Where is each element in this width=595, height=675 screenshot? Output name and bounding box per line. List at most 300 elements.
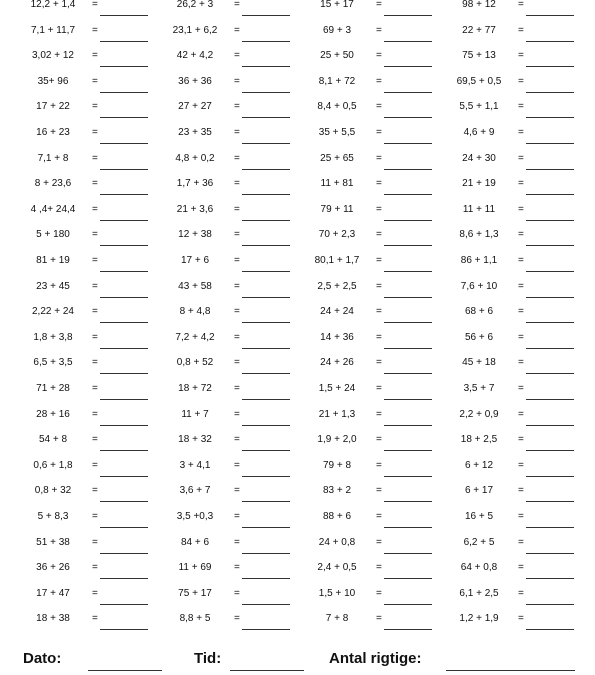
problem-cell bbox=[292, 434, 434, 460]
equals-sign: = bbox=[518, 178, 524, 190]
problem-cell bbox=[434, 281, 576, 307]
equals-sign: = bbox=[376, 0, 382, 10]
answer-blank[interactable] bbox=[100, 527, 148, 528]
problem-cell bbox=[292, 306, 434, 332]
answer-blank[interactable] bbox=[242, 271, 290, 272]
answer-blank[interactable] bbox=[242, 629, 290, 630]
problem-row bbox=[0, 485, 595, 511]
problem-cell bbox=[8, 537, 150, 563]
problem-cell bbox=[150, 306, 292, 332]
answer-blank[interactable] bbox=[384, 476, 432, 477]
problem-cell bbox=[292, 25, 434, 51]
answer-blank[interactable] bbox=[242, 399, 290, 400]
addition-expression: 2,2 + 0,9 bbox=[459, 408, 499, 420]
answer-blank[interactable] bbox=[384, 501, 432, 502]
addition-expression: 27 + 27 bbox=[178, 101, 212, 113]
problem-cell bbox=[292, 537, 434, 563]
addition-expression: 5 + 180 bbox=[36, 229, 70, 241]
answer-blank[interactable] bbox=[384, 399, 432, 400]
problem-cell bbox=[8, 178, 150, 204]
equals-sign: = bbox=[92, 434, 98, 446]
addition-expression: 6,5 + 3,5 bbox=[33, 357, 73, 369]
equals-sign: = bbox=[92, 50, 98, 62]
problem-cell bbox=[434, 101, 576, 127]
answer-blank[interactable] bbox=[100, 348, 148, 349]
answer-blank[interactable] bbox=[242, 527, 290, 528]
answer-blank[interactable] bbox=[242, 553, 290, 554]
correct-count-label: Antal rigtige: bbox=[329, 650, 422, 667]
addition-expression: 1,7 + 36 bbox=[176, 178, 214, 190]
addition-expression: 25 + 50 bbox=[320, 50, 354, 62]
problem-cell bbox=[8, 434, 150, 460]
answer-blank[interactable] bbox=[100, 169, 148, 170]
problem-cell bbox=[292, 50, 434, 76]
equals-sign: = bbox=[376, 331, 382, 343]
problem-cell bbox=[434, 332, 576, 358]
equals-sign: = bbox=[376, 613, 382, 625]
equals-sign: = bbox=[518, 0, 524, 10]
equals-sign: = bbox=[518, 587, 524, 599]
answer-blank[interactable] bbox=[100, 373, 148, 374]
problem-cell bbox=[434, 562, 576, 588]
addition-expression: 51 + 38 bbox=[36, 536, 70, 548]
problem-cell bbox=[292, 229, 434, 255]
answer-blank[interactable] bbox=[242, 41, 290, 42]
problem-cell bbox=[292, 588, 434, 614]
problem-cell bbox=[292, 409, 434, 435]
answer-blank[interactable] bbox=[384, 297, 432, 298]
problem-row bbox=[0, 434, 595, 460]
problem-cell bbox=[434, 127, 576, 153]
problem-cell bbox=[8, 460, 150, 486]
answer-blank[interactable] bbox=[100, 15, 148, 16]
answer-blank[interactable] bbox=[384, 92, 432, 93]
addition-expression: 43 + 58 bbox=[178, 280, 212, 292]
answer-blank[interactable] bbox=[526, 578, 574, 579]
answer-blank[interactable] bbox=[100, 143, 148, 144]
problem-row bbox=[0, 357, 595, 383]
equals-sign: = bbox=[376, 511, 382, 522]
addition-expression: 80,1 + 1,7 bbox=[314, 255, 360, 266]
problem-cell bbox=[150, 229, 292, 255]
answer-blank[interactable] bbox=[242, 117, 290, 118]
answer-blank[interactable] bbox=[384, 245, 432, 246]
problem-cell bbox=[292, 383, 434, 409]
addition-expression: 8,6 + 1,3 bbox=[459, 229, 499, 241]
answer-blank[interactable] bbox=[384, 15, 432, 16]
answer-blank[interactable] bbox=[242, 501, 290, 502]
answer-blank[interactable] bbox=[242, 169, 290, 170]
problem-cell bbox=[8, 306, 150, 332]
addition-expression: 3 + 4,1 bbox=[179, 459, 211, 471]
equals-sign: = bbox=[518, 511, 524, 522]
problem-cell bbox=[8, 357, 150, 383]
equals-sign: = bbox=[92, 459, 98, 471]
answer-blank[interactable] bbox=[242, 92, 290, 93]
equals-sign: = bbox=[376, 203, 382, 215]
answer-blank[interactable] bbox=[100, 245, 148, 246]
addition-expression: 18 + 72 bbox=[178, 383, 212, 394]
answer-blank[interactable] bbox=[100, 41, 148, 42]
equals-sign: = bbox=[234, 459, 240, 471]
answer-blank[interactable] bbox=[100, 117, 148, 118]
problem-cell bbox=[150, 153, 292, 179]
answer-blank[interactable] bbox=[526, 143, 574, 144]
problem-cell bbox=[434, 153, 576, 179]
answer-blank[interactable] bbox=[526, 450, 574, 451]
equals-sign: = bbox=[376, 101, 382, 113]
correct-count-answer-line[interactable] bbox=[446, 670, 575, 671]
equals-sign: = bbox=[234, 101, 240, 113]
equals-sign: = bbox=[92, 127, 98, 138]
answer-blank[interactable] bbox=[242, 143, 290, 144]
problem-cell bbox=[434, 588, 576, 614]
equals-sign: = bbox=[234, 562, 240, 574]
answer-blank[interactable] bbox=[242, 476, 290, 477]
problem-cell bbox=[8, 153, 150, 179]
equals-sign: = bbox=[234, 127, 240, 138]
answer-blank[interactable] bbox=[242, 66, 290, 67]
problem-cell bbox=[8, 409, 150, 435]
problem-cell bbox=[434, 409, 576, 435]
equals-sign: = bbox=[518, 434, 524, 446]
problem-cell bbox=[150, 409, 292, 435]
addition-expression: 3,6 + 7 bbox=[179, 485, 211, 497]
addition-expression: 6 + 12 bbox=[464, 459, 494, 471]
answer-blank[interactable] bbox=[384, 348, 432, 349]
equals-sign: = bbox=[234, 152, 240, 164]
answer-blank[interactable] bbox=[242, 604, 290, 605]
answer-blank[interactable] bbox=[100, 604, 148, 605]
problem-cell bbox=[292, 76, 434, 102]
answer-blank[interactable] bbox=[242, 194, 290, 195]
problem-cell bbox=[8, 50, 150, 76]
addition-expression: 54 + 8 bbox=[38, 434, 68, 446]
problem-cell bbox=[150, 281, 292, 307]
problem-row bbox=[0, 383, 595, 409]
answer-blank[interactable] bbox=[384, 373, 432, 374]
problem-cell bbox=[434, 357, 576, 383]
problem-row bbox=[0, 229, 595, 255]
date-answer-line[interactable] bbox=[88, 670, 162, 671]
problem-cell bbox=[434, 460, 576, 486]
problem-cell bbox=[150, 588, 292, 614]
answer-blank[interactable] bbox=[384, 41, 432, 42]
equals-sign: = bbox=[376, 408, 382, 420]
equals-sign: = bbox=[234, 331, 240, 343]
problem-cell bbox=[292, 562, 434, 588]
equals-sign: = bbox=[376, 152, 382, 164]
equals-sign: = bbox=[234, 0, 240, 10]
problem-cell bbox=[8, 204, 150, 230]
answer-blank[interactable] bbox=[384, 629, 432, 630]
equals-sign: = bbox=[376, 255, 382, 266]
answer-blank[interactable] bbox=[384, 66, 432, 67]
addition-expression: 71 + 28 bbox=[36, 383, 70, 394]
answer-blank[interactable] bbox=[100, 553, 148, 554]
answer-blank[interactable] bbox=[384, 450, 432, 451]
equals-sign: = bbox=[92, 408, 98, 420]
equals-sign: = bbox=[92, 229, 98, 241]
answer-blank[interactable] bbox=[526, 220, 574, 221]
problem-row bbox=[0, 153, 595, 179]
equals-sign: = bbox=[92, 562, 98, 574]
equals-sign: = bbox=[92, 587, 98, 599]
addition-expression: 25 + 65 bbox=[320, 152, 354, 164]
answer-blank[interactable] bbox=[100, 220, 148, 221]
problem-row bbox=[0, 281, 595, 307]
problem-cell bbox=[8, 511, 150, 537]
answer-blank[interactable] bbox=[100, 501, 148, 502]
addition-expression: 6 + 17 bbox=[464, 485, 494, 497]
answer-blank[interactable] bbox=[100, 271, 148, 272]
answer-blank[interactable] bbox=[100, 322, 148, 323]
answer-blank[interactable] bbox=[384, 169, 432, 170]
answer-blank[interactable] bbox=[526, 425, 574, 426]
answer-blank[interactable] bbox=[100, 476, 148, 477]
addition-expression: 18 + 38 bbox=[36, 613, 70, 625]
addition-expression: 3,5 +0,3 bbox=[176, 511, 214, 522]
equals-sign: = bbox=[234, 203, 240, 215]
equals-sign: = bbox=[518, 229, 524, 241]
answer-blank[interactable] bbox=[384, 553, 432, 554]
equals-sign: = bbox=[518, 101, 524, 113]
problem-cell bbox=[150, 357, 292, 383]
answer-blank[interactable] bbox=[526, 348, 574, 349]
problem-row bbox=[0, 76, 595, 102]
answer-blank[interactable] bbox=[526, 92, 574, 93]
answer-blank[interactable] bbox=[100, 92, 148, 93]
addition-expression: 4 ,4+ 24,4 bbox=[30, 203, 76, 215]
equals-sign: = bbox=[234, 536, 240, 548]
answer-blank[interactable] bbox=[242, 297, 290, 298]
answer-blank[interactable] bbox=[526, 604, 574, 605]
problem-cell bbox=[434, 434, 576, 460]
answer-blank[interactable] bbox=[526, 15, 574, 16]
equals-sign: = bbox=[234, 306, 240, 318]
addition-expression: 1,5 + 24 bbox=[318, 383, 356, 394]
addition-expression: 86 + 1,1 bbox=[460, 255, 498, 266]
problem-cell bbox=[292, 153, 434, 179]
answer-blank[interactable] bbox=[526, 66, 574, 67]
answer-blank[interactable] bbox=[100, 194, 148, 195]
equals-sign: = bbox=[234, 357, 240, 369]
equals-sign: = bbox=[92, 255, 98, 266]
addition-expression: 21 + 1,3 bbox=[318, 408, 356, 420]
answer-blank[interactable] bbox=[526, 629, 574, 630]
addition-expression: 84 + 6 bbox=[180, 536, 210, 548]
answer-blank[interactable] bbox=[526, 194, 574, 195]
addition-expression: 83 + 2 bbox=[322, 485, 352, 497]
problem-cell bbox=[434, 537, 576, 563]
equals-sign: = bbox=[376, 24, 382, 36]
problem-cell bbox=[8, 485, 150, 511]
answer-blank[interactable] bbox=[526, 501, 574, 502]
addition-expression: 81 + 19 bbox=[36, 255, 70, 266]
problem-cell bbox=[292, 281, 434, 307]
problem-cell bbox=[150, 178, 292, 204]
problem-row bbox=[0, 178, 595, 204]
problem-cell bbox=[8, 383, 150, 409]
answer-blank[interactable] bbox=[242, 15, 290, 16]
answer-blank[interactable] bbox=[242, 450, 290, 451]
equals-sign: = bbox=[376, 485, 382, 497]
equals-sign: = bbox=[92, 152, 98, 164]
worksheet-footer bbox=[0, 648, 595, 675]
problem-cell bbox=[434, 50, 576, 76]
answer-blank[interactable] bbox=[100, 399, 148, 400]
answer-blank[interactable] bbox=[526, 117, 574, 118]
answer-blank[interactable] bbox=[242, 425, 290, 426]
problem-row bbox=[0, 25, 595, 51]
problem-cell bbox=[434, 178, 576, 204]
answer-blank[interactable] bbox=[242, 348, 290, 349]
equals-sign: = bbox=[92, 485, 98, 497]
problem-cell bbox=[434, 485, 576, 511]
answer-blank[interactable] bbox=[526, 41, 574, 42]
equals-sign: = bbox=[376, 383, 382, 394]
problem-row bbox=[0, 0, 595, 25]
equals-sign: = bbox=[92, 75, 98, 87]
problem-cell bbox=[434, 613, 576, 639]
addition-expression: 17 + 22 bbox=[36, 101, 70, 113]
addition-expression: 79 + 11 bbox=[320, 203, 354, 215]
problem-cell bbox=[150, 537, 292, 563]
answer-blank[interactable] bbox=[100, 425, 148, 426]
equals-sign: = bbox=[92, 101, 98, 113]
answer-blank[interactable] bbox=[526, 322, 574, 323]
equals-sign: = bbox=[376, 75, 382, 87]
addition-expression: 18 + 2,5 bbox=[460, 434, 498, 446]
problem-cell bbox=[434, 229, 576, 255]
answer-blank[interactable] bbox=[242, 322, 290, 323]
answer-blank[interactable] bbox=[526, 297, 574, 298]
addition-expression: 6,1 + 2,5 bbox=[459, 587, 499, 599]
answer-blank[interactable] bbox=[384, 194, 432, 195]
problem-cell bbox=[292, 485, 434, 511]
answer-blank[interactable] bbox=[384, 527, 432, 528]
addition-expression: 79 + 8 bbox=[322, 459, 352, 471]
addition-expression: 16 + 5 bbox=[464, 511, 494, 522]
problem-cell bbox=[8, 76, 150, 102]
addition-expression: 12,2 + 1,4 bbox=[30, 0, 76, 10]
addition-expression: 1,5 + 10 bbox=[318, 587, 356, 599]
answer-blank[interactable] bbox=[100, 450, 148, 451]
answer-blank[interactable] bbox=[384, 143, 432, 144]
equals-sign: = bbox=[518, 24, 524, 36]
problem-row bbox=[0, 409, 595, 435]
equals-sign: = bbox=[234, 408, 240, 420]
equals-sign: = bbox=[376, 562, 382, 574]
equals-sign: = bbox=[518, 280, 524, 292]
answer-blank[interactable] bbox=[526, 245, 574, 246]
addition-expression: 23,1 + 6,2 bbox=[172, 24, 218, 36]
problem-cell bbox=[150, 0, 292, 25]
time-label: Tid: bbox=[194, 650, 222, 667]
answer-blank[interactable] bbox=[526, 373, 574, 374]
answer-blank[interactable] bbox=[384, 322, 432, 323]
equals-sign: = bbox=[376, 434, 382, 446]
answer-blank[interactable] bbox=[242, 373, 290, 374]
problem-cell bbox=[434, 306, 576, 332]
answer-blank[interactable] bbox=[242, 245, 290, 246]
addition-expression: 42 + 4,2 bbox=[176, 50, 214, 62]
addition-expression: 14 + 36 bbox=[320, 331, 354, 343]
answer-blank[interactable] bbox=[384, 578, 432, 579]
problem-cell bbox=[8, 229, 150, 255]
addition-expression: 8,8 + 5 bbox=[179, 613, 211, 625]
answer-blank[interactable] bbox=[100, 66, 148, 67]
addition-expression: 4,8 + 0,2 bbox=[175, 152, 215, 164]
time-answer-line[interactable] bbox=[230, 670, 304, 671]
answer-blank[interactable] bbox=[526, 553, 574, 554]
problem-cell bbox=[150, 485, 292, 511]
answer-blank[interactable] bbox=[526, 399, 574, 400]
addition-expression: 0,6 + 1,8 bbox=[33, 459, 73, 471]
answer-blank[interactable] bbox=[242, 578, 290, 579]
problem-row bbox=[0, 460, 595, 486]
answer-blank[interactable] bbox=[100, 578, 148, 579]
addition-expression: 1,2 + 1,9 bbox=[459, 613, 499, 625]
answer-blank[interactable] bbox=[526, 271, 574, 272]
equals-sign: = bbox=[92, 383, 98, 394]
answer-blank[interactable] bbox=[242, 220, 290, 221]
problem-cell bbox=[150, 434, 292, 460]
addition-expression: 23 + 35 bbox=[178, 127, 212, 138]
problem-cell bbox=[292, 178, 434, 204]
equals-sign: = bbox=[518, 383, 524, 394]
problem-cell bbox=[8, 25, 150, 51]
addition-expression: 4,6 + 9 bbox=[463, 127, 495, 138]
addition-expression: 75 + 17 bbox=[178, 587, 212, 599]
addition-expression: 26,2 + 3 bbox=[176, 0, 214, 10]
equals-sign: = bbox=[92, 536, 98, 548]
answer-blank[interactable] bbox=[526, 476, 574, 477]
problem-cell bbox=[150, 511, 292, 537]
equals-sign: = bbox=[92, 0, 98, 10]
equals-sign: = bbox=[518, 536, 524, 548]
problem-row bbox=[0, 204, 595, 230]
addition-expression: 2,22 + 24 bbox=[32, 306, 74, 318]
problem-cell bbox=[292, 332, 434, 358]
answer-blank[interactable] bbox=[384, 117, 432, 118]
addition-expression: 7 + 8 bbox=[325, 613, 349, 625]
addition-expression: 11 + 69 bbox=[178, 562, 212, 574]
answer-blank[interactable] bbox=[384, 271, 432, 272]
addition-expression: 11 + 7 bbox=[181, 408, 209, 420]
equals-sign: = bbox=[518, 306, 524, 318]
addition-expression: 45 + 18 bbox=[462, 357, 496, 369]
answer-blank[interactable] bbox=[526, 169, 574, 170]
addition-expression: 16 + 23 bbox=[36, 127, 70, 138]
equals-sign: = bbox=[376, 306, 382, 318]
answer-blank[interactable] bbox=[384, 604, 432, 605]
problem-cell bbox=[150, 460, 292, 486]
equals-sign: = bbox=[518, 127, 524, 138]
answer-blank[interactable] bbox=[384, 220, 432, 221]
answer-blank[interactable] bbox=[526, 527, 574, 528]
answer-blank[interactable] bbox=[100, 297, 148, 298]
problem-cell bbox=[434, 76, 576, 102]
equals-sign: = bbox=[518, 50, 524, 62]
addition-expression: 3,5 + 7 bbox=[463, 383, 495, 394]
equals-sign: = bbox=[234, 178, 240, 190]
problem-cell bbox=[150, 25, 292, 51]
equals-sign: = bbox=[92, 331, 98, 343]
answer-blank[interactable] bbox=[384, 425, 432, 426]
equals-sign: = bbox=[234, 24, 240, 36]
answer-blank[interactable] bbox=[100, 629, 148, 630]
